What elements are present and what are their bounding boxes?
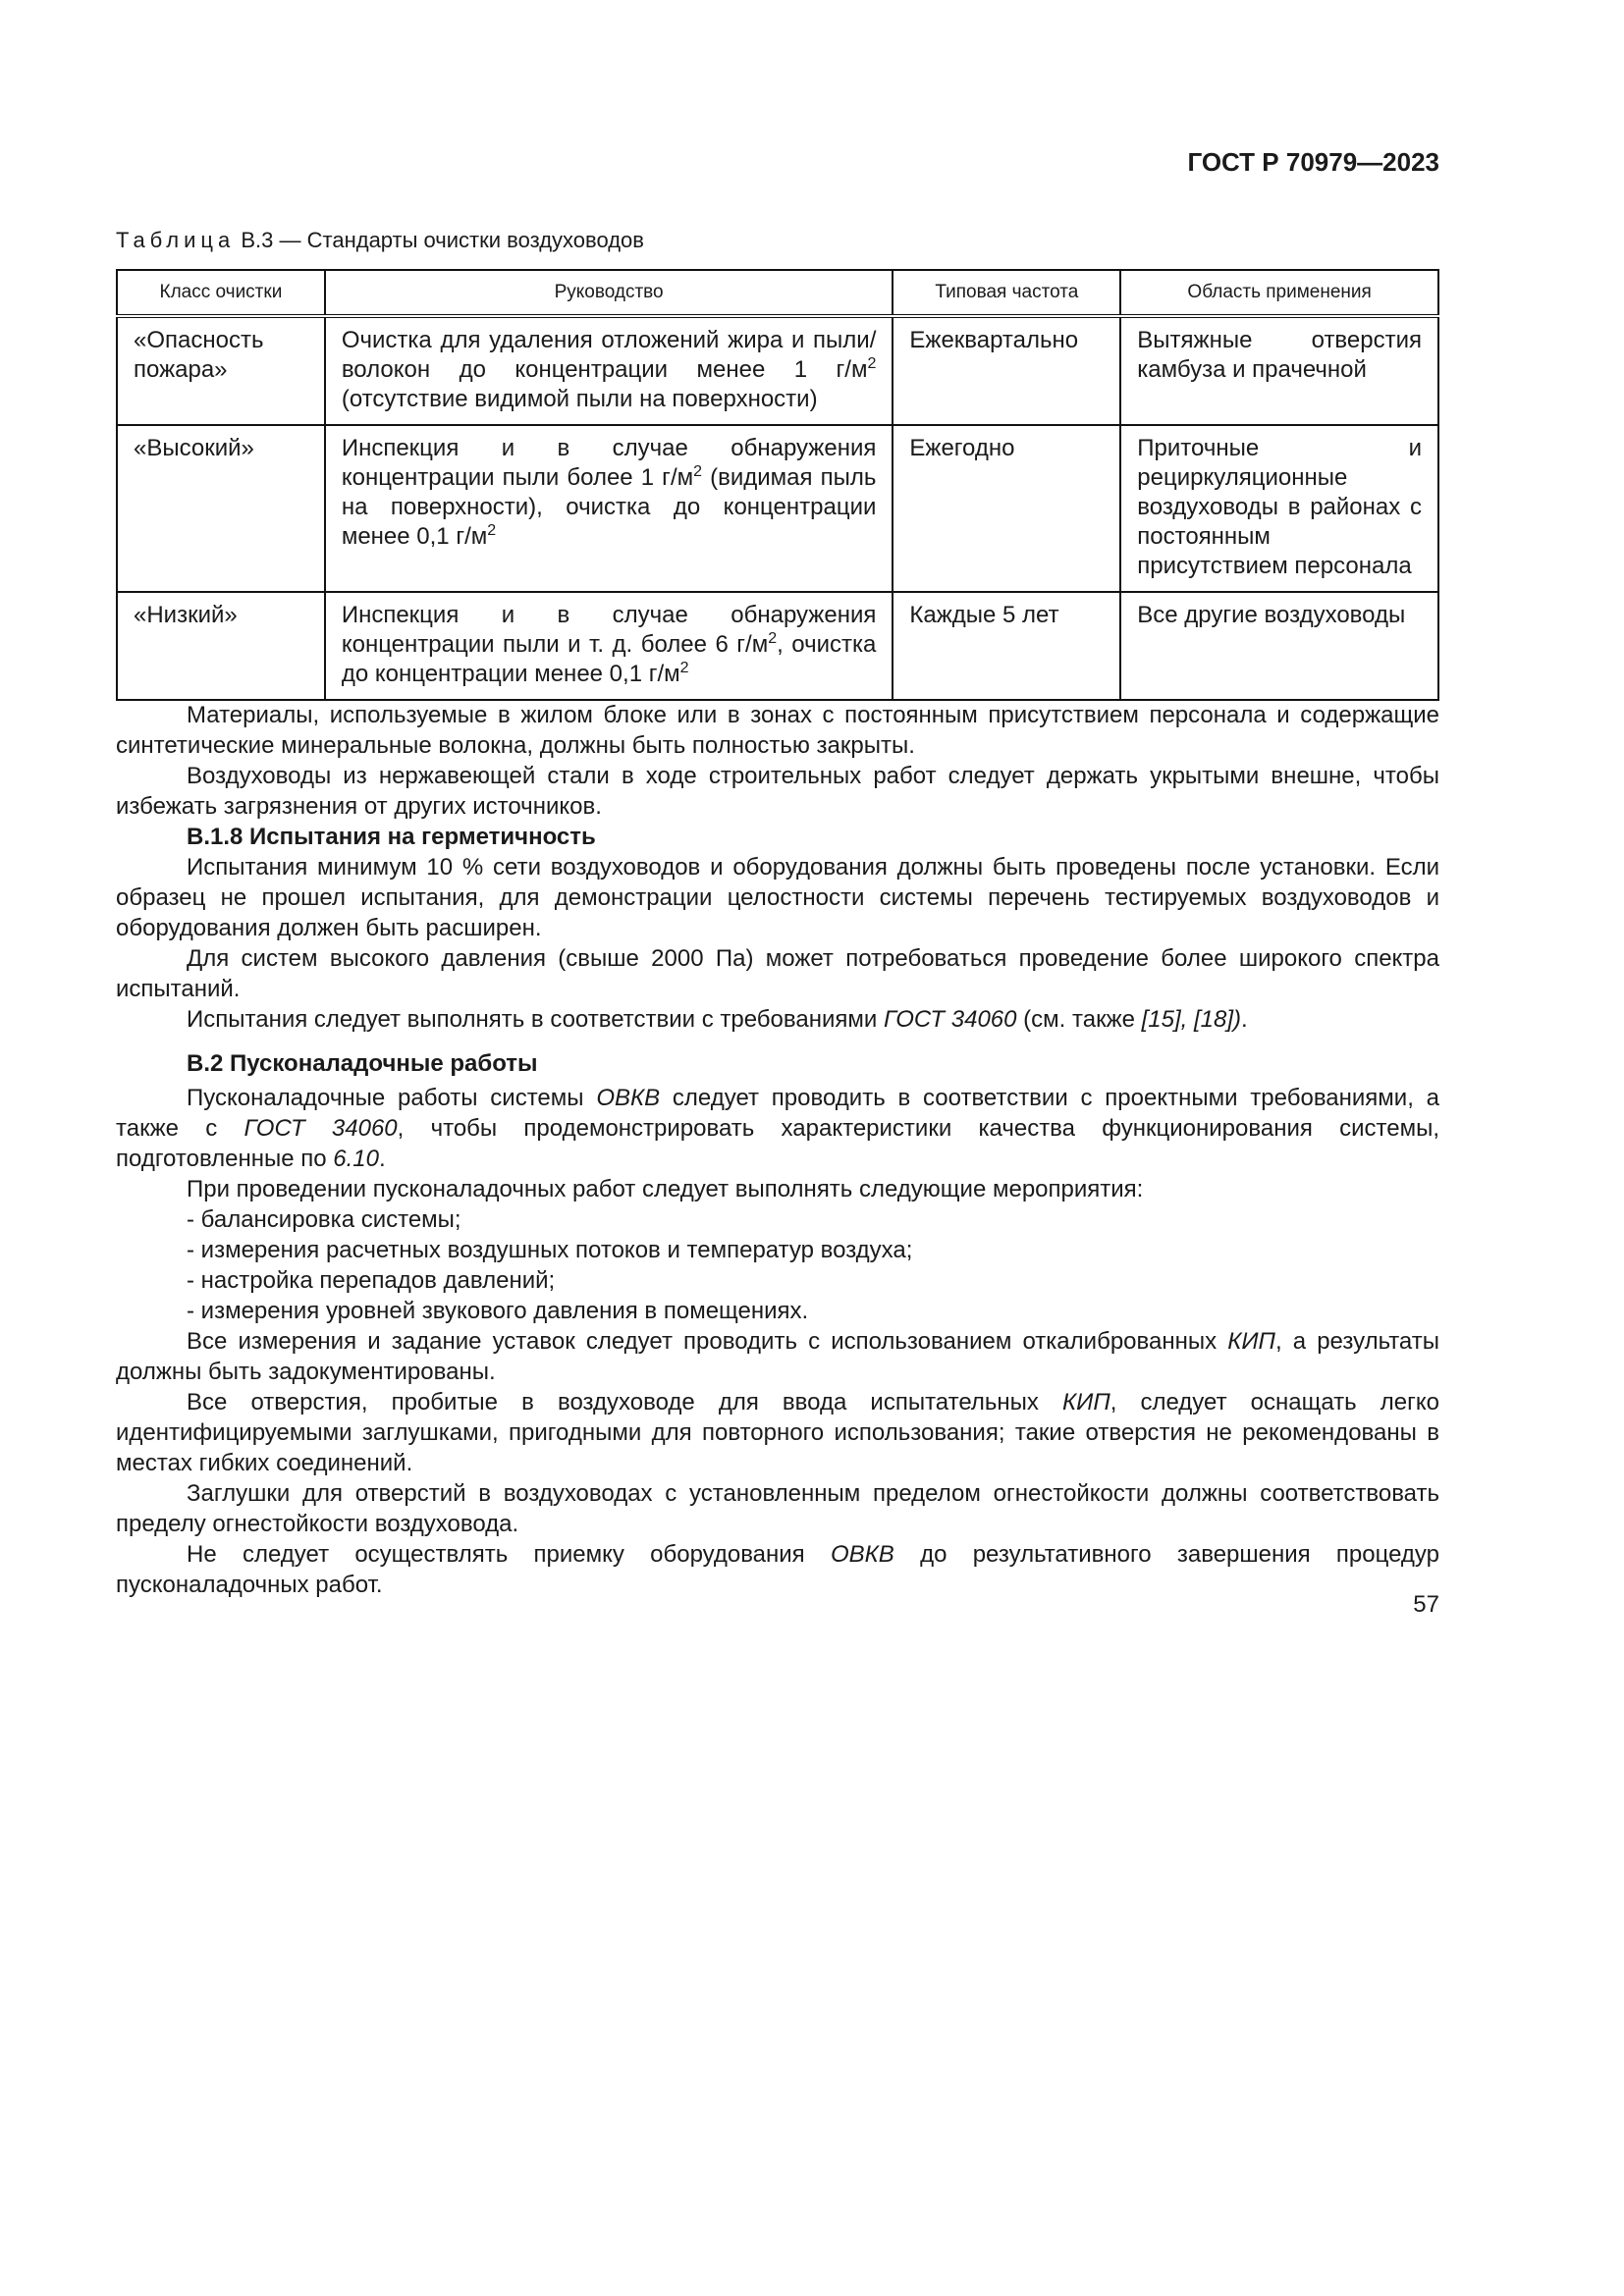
cell-frequency: Ежегодно: [893, 425, 1120, 592]
reference: ГОСТ 34060: [883, 1006, 1017, 1033]
table-row: [117, 316, 1438, 425]
reference: ГОСТ 34060: [244, 1115, 398, 1142]
section-heading: В.2 Пусконаладочные работы: [187, 1050, 538, 1077]
column-header: Типовая частота: [893, 270, 1120, 316]
column-header: Область применения: [1120, 270, 1438, 316]
paragraph: Испытания следует выполнять в соответствии с требованиями ГОСТ 34060 (см. также [15], [18]).: [187, 1006, 1248, 1033]
reference: 6.10: [333, 1146, 379, 1172]
list-item: - балансировка системы;: [187, 1206, 461, 1233]
paragraph: Не следует осуществлять приемку оборудования ОВКВ до результативного завершения процедур пусконаладочных работ.: [116, 1541, 1439, 1598]
page-number: 57: [1413, 1591, 1439, 1618]
table-header-row: [117, 270, 1438, 316]
list-item: - измерения расчетных воздушных потоков и температур воздуха;: [187, 1237, 913, 1263]
reference: ОВКВ: [596, 1085, 661, 1111]
document-header: ГОСТ Р 70979—2023: [1187, 147, 1439, 177]
paragraph: Для систем высокого давления (свыше 2000 Па) может потребоваться проведение более широкого спектра испытаний.: [116, 945, 1439, 1002]
table-row: [117, 425, 1438, 592]
cell-guide: Очистка для удаления отложений жира и пыли/волокон до концентрации менее 1 $г/м^2$ (отсутствие видимой пыли на поверхности): [325, 316, 893, 425]
table-row: [117, 592, 1438, 700]
paragraph: Заглушки для отверстий в воздуховодах с установленным пределом огнестойкости должны соответствовать пределу огнестойкости воздуховода.: [116, 1480, 1439, 1537]
list-item: - настройка перепадов давлений;: [187, 1267, 556, 1294]
cell-frequency: Каждые 5 лет: [893, 592, 1120, 700]
cell-class: «Высокий»: [117, 425, 325, 592]
column-header: Класс очистки: [117, 270, 325, 316]
cell-class: «Низкий»: [117, 592, 325, 700]
cell-guide: Инспекция и в случае обнаружения концентрации пыли и т. д. более 6 $г/м^2$, очистка до концентрации менее 0,1 $г/м^2$: [325, 592, 893, 700]
cell-frequency: Ежеквартально: [893, 316, 1120, 425]
column-header: Руководство: [325, 270, 893, 316]
paragraph: Материалы, используемые в жилом блоке или в зонах с постоянным присутствием персонала и содержащие синтетические минеральные волокна, должны быть полностью закрыты.: [116, 702, 1439, 759]
cell-class: «Опасность пожара»: [117, 316, 325, 425]
paragraph: При проведении пусконаладочных работ следует выполнять следующие мероприятия:: [187, 1176, 1144, 1202]
cell-guide: Инспекция и в случае обнаружения концентрации пыли более 1 $г/м^2$ (видимая пыль на поверхности), очистка до концентрации менее 0,1 $г/м^2$: [325, 425, 893, 592]
paragraph: Все измерения и задание уставок следует проводить с использованием откалиброванных КИП, а результаты должны быть задокументированы.: [116, 1328, 1439, 1385]
body-text: [116, 700, 1439, 1600]
table-caption-label: Таблица: [116, 228, 236, 252]
reference: КИП: [1227, 1328, 1275, 1355]
table-caption: [116, 228, 644, 253]
reference: [15], [18]): [1141, 1006, 1242, 1033]
cell-scope: Вытяжные отверстия камбуза и прачечной: [1120, 316, 1438, 425]
paragraph: Воздуховоды из нержавеющей стали в ходе строительных работ следует держать укрытыми внешне, чтобы избежать загрязнения от других источников.: [116, 763, 1439, 820]
list-item: - измерения уровней звукового давления в помещениях.: [187, 1298, 809, 1324]
paragraph: Испытания минимум 10 % сети воздуховодов и оборудования должны быть проведены после установки. Если образец не прошел испытания, для демонстрации целостности системы перечень тестируемых воздуховодов и оборудования должен быть расширен.: [116, 854, 1439, 941]
cell-scope: Приточные и рециркуляционные воздуховоды в районах с постоянным присутствием персонала: [1120, 425, 1438, 592]
cell-scope: Все другие воздуховоды: [1120, 592, 1438, 700]
paragraph: Все отверстия, пробитые в воздуховоде для ввода испытательных КИП, следует оснащать легко идентифицируемыми заглушками, пригодными для повторного использования; такие отверстия не рекомендованы в местах гибких соединений.: [116, 1389, 1439, 1476]
reference: КИП: [1062, 1389, 1110, 1415]
table-caption-text: В.3 — Стандарты очистки воздуховодов: [235, 228, 644, 252]
cleaning-standards-table: [116, 269, 1439, 701]
reference: ОВКВ: [830, 1541, 894, 1568]
section-heading: В.1.8 Испытания на герметичность: [187, 824, 596, 850]
paragraph: Пусконаладочные работы системы ОВКВ следует проводить в соответствии с проектными требованиями, а также с ГОСТ 34060, чтобы продемонстрировать характеристики качества функционирования системы, подготовленные по 6.10.: [116, 1085, 1440, 1172]
